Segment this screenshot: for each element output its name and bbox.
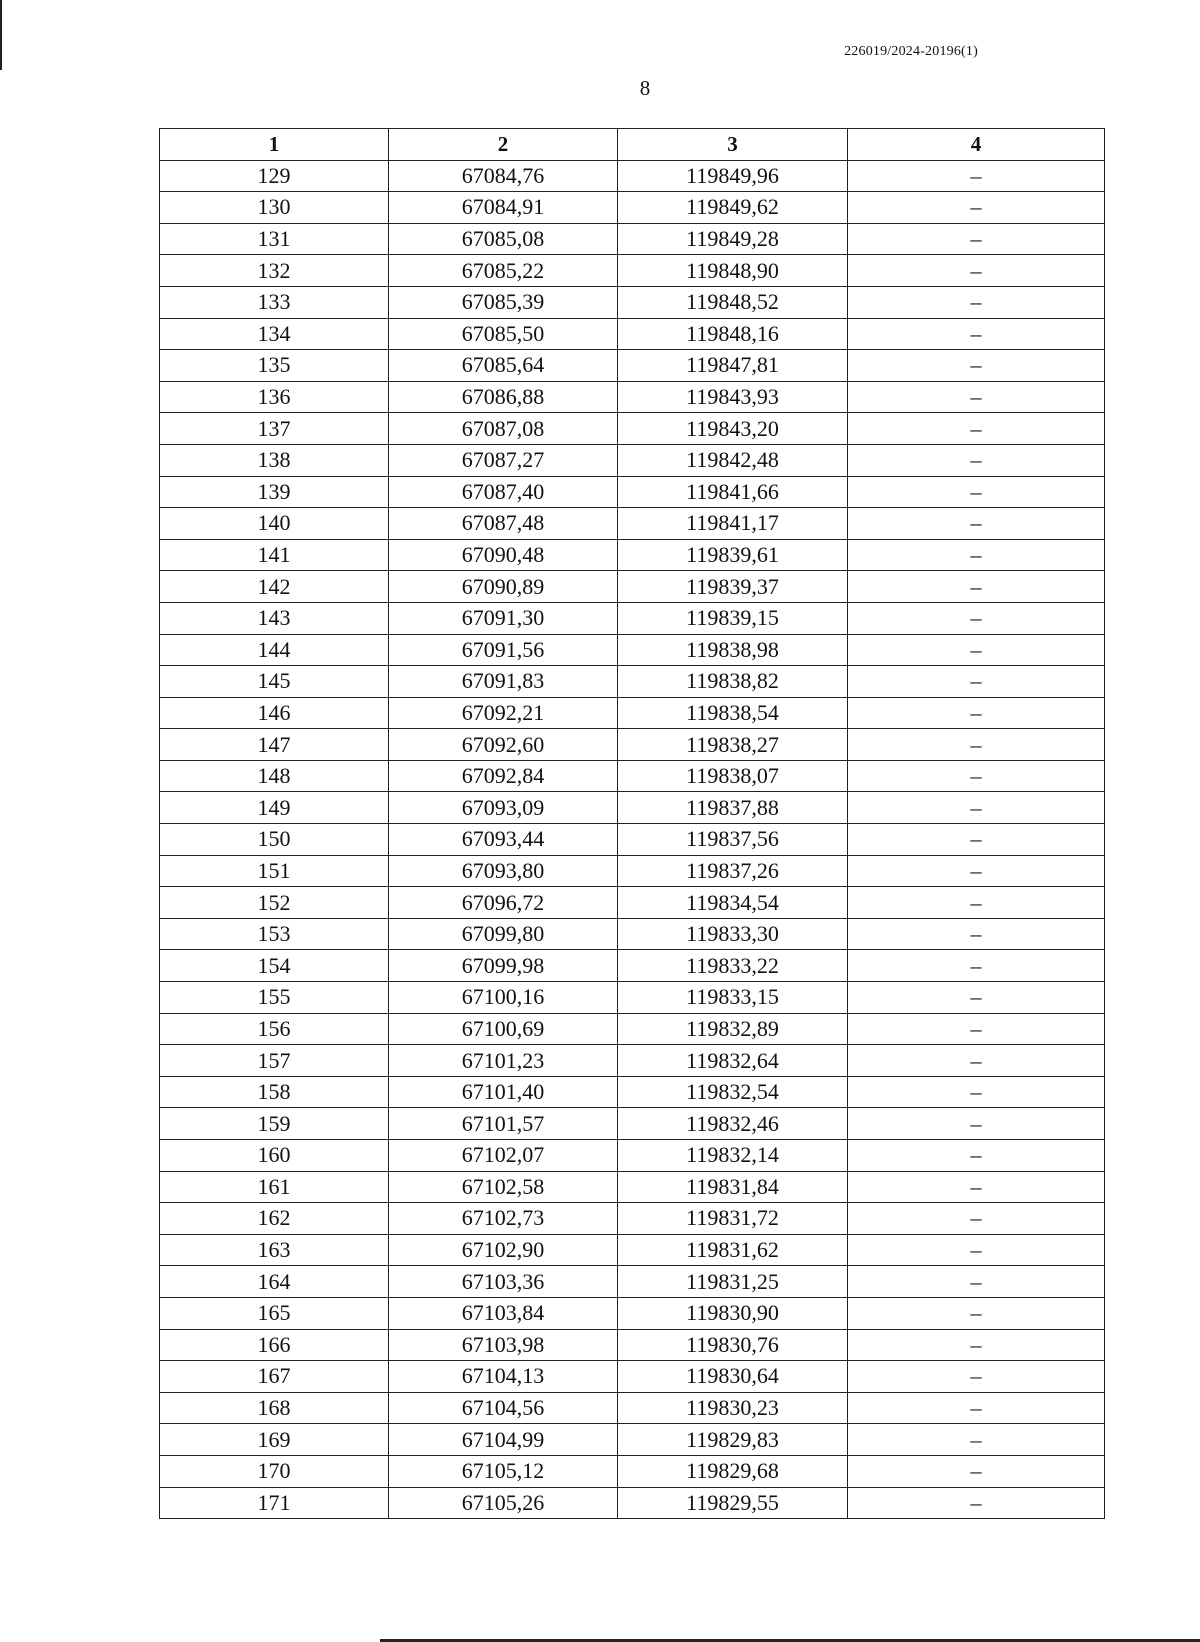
- point-number-cell: 144: [160, 634, 389, 666]
- note-cell: –: [848, 1013, 1105, 1045]
- table-row: [160, 223, 1105, 255]
- note-cell: –: [848, 1487, 1105, 1519]
- note-cell: –: [848, 887, 1105, 919]
- point-number-cell: 157: [160, 1045, 389, 1077]
- point-number-cell: 160: [160, 1140, 389, 1172]
- coordinate-x-cell: 67102,07: [389, 1140, 618, 1172]
- note-cell: –: [848, 476, 1105, 508]
- coordinate-x-cell: 67093,09: [389, 792, 618, 824]
- coordinate-x-cell: 67093,44: [389, 824, 618, 856]
- coordinate-y-cell: 119848,90: [618, 255, 848, 287]
- note-cell: –: [848, 160, 1105, 192]
- coordinate-y-cell: 119831,72: [618, 1203, 848, 1235]
- coordinate-y-cell: 119829,55: [618, 1487, 848, 1519]
- note-cell: –: [848, 1424, 1105, 1456]
- table-row: [160, 982, 1105, 1014]
- note-cell: –: [848, 1329, 1105, 1361]
- coordinate-x-cell: 67087,08: [389, 413, 618, 445]
- coordinate-y-cell: 119833,22: [618, 950, 848, 982]
- coordinate-y-cell: 119830,23: [618, 1392, 848, 1424]
- note-cell: –: [848, 792, 1105, 824]
- header-row: [160, 129, 1105, 161]
- note-cell: –: [848, 1171, 1105, 1203]
- coordinate-y-cell: 119831,84: [618, 1171, 848, 1203]
- note-cell: –: [848, 697, 1105, 729]
- note-cell: –: [848, 255, 1105, 287]
- coordinate-x-cell: 67101,23: [389, 1045, 618, 1077]
- coordinate-x-cell: 67085,08: [389, 223, 618, 255]
- point-number-cell: 138: [160, 444, 389, 476]
- coordinate-x-cell: 67092,21: [389, 697, 618, 729]
- coordinate-y-cell: 119843,93: [618, 381, 848, 413]
- note-cell: –: [848, 1392, 1105, 1424]
- table-body: [160, 160, 1105, 1519]
- coordinate-x-cell: 67085,39: [389, 286, 618, 318]
- coordinate-y-cell: 119838,54: [618, 697, 848, 729]
- coordinate-x-cell: 67102,90: [389, 1234, 618, 1266]
- point-number-cell: 156: [160, 1013, 389, 1045]
- page-number: 8: [639, 76, 651, 100]
- point-number-cell: 129: [160, 160, 389, 192]
- note-cell: –: [848, 1297, 1105, 1329]
- point-number-cell: 171: [160, 1487, 389, 1519]
- point-number-cell: 134: [160, 318, 389, 350]
- point-number-cell: 130: [160, 192, 389, 224]
- coordinate-y-cell: 119833,15: [618, 982, 848, 1014]
- table-row: [160, 697, 1105, 729]
- note-cell: –: [848, 571, 1105, 603]
- coordinate-x-cell: 67104,99: [389, 1424, 618, 1456]
- note-cell: –: [848, 1455, 1105, 1487]
- table-row: [160, 1424, 1105, 1456]
- coordinate-x-cell: 67103,84: [389, 1297, 618, 1329]
- note-cell: –: [848, 223, 1105, 255]
- coordinate-y-cell: 119843,20: [618, 413, 848, 445]
- point-number-cell: 153: [160, 918, 389, 950]
- coordinate-x-cell: 67090,48: [389, 539, 618, 571]
- point-number-cell: 141: [160, 539, 389, 571]
- coordinate-y-cell: 119839,37: [618, 571, 848, 603]
- point-number-cell: 149: [160, 792, 389, 824]
- table-row: [160, 824, 1105, 856]
- coordinate-x-cell: 67087,40: [389, 476, 618, 508]
- table-row: [160, 255, 1105, 287]
- note-cell: –: [848, 350, 1105, 382]
- table-header: [160, 129, 1105, 161]
- table-row: [160, 634, 1105, 666]
- table-row: [160, 1140, 1105, 1172]
- point-number-cell: 131: [160, 223, 389, 255]
- note-cell: –: [848, 286, 1105, 318]
- table-row: [160, 1234, 1105, 1266]
- note-cell: –: [848, 918, 1105, 950]
- coordinate-y-cell: 119830,90: [618, 1297, 848, 1329]
- coordinate-y-cell: 119841,66: [618, 476, 848, 508]
- point-number-cell: 168: [160, 1392, 389, 1424]
- note-cell: –: [848, 1108, 1105, 1140]
- coordinate-x-cell: 67093,80: [389, 855, 618, 887]
- point-number-cell: 136: [160, 381, 389, 413]
- note-cell: –: [848, 539, 1105, 571]
- coordinate-x-cell: 67104,56: [389, 1392, 618, 1424]
- coordinate-x-cell: 67087,48: [389, 508, 618, 540]
- table-row: [160, 918, 1105, 950]
- coordinate-x-cell: 67096,72: [389, 887, 618, 919]
- point-number-cell: 135: [160, 350, 389, 382]
- coordinate-y-cell: 119848,52: [618, 286, 848, 318]
- coordinate-y-cell: 119849,96: [618, 160, 848, 192]
- table-row: [160, 160, 1105, 192]
- coordinate-x-cell: 67091,30: [389, 602, 618, 634]
- coordinate-x-cell: 67085,50: [389, 318, 618, 350]
- note-cell: –: [848, 1076, 1105, 1108]
- table-row: [160, 539, 1105, 571]
- coordinate-y-cell: 119849,62: [618, 192, 848, 224]
- point-number-cell: 133: [160, 286, 389, 318]
- note-cell: –: [848, 666, 1105, 698]
- coordinate-y-cell: 119841,17: [618, 508, 848, 540]
- coordinate-x-cell: 67101,40: [389, 1076, 618, 1108]
- point-number-cell: 143: [160, 602, 389, 634]
- coordinate-y-cell: 119847,81: [618, 350, 848, 382]
- coordinate-y-cell: 119837,88: [618, 792, 848, 824]
- point-number-cell: 167: [160, 1361, 389, 1393]
- point-number-cell: 142: [160, 571, 389, 603]
- note-cell: –: [848, 508, 1105, 540]
- point-number-cell: 137: [160, 413, 389, 445]
- coordinate-y-cell: 119837,56: [618, 824, 848, 856]
- coordinate-y-cell: 119848,16: [618, 318, 848, 350]
- note-cell: –: [848, 1361, 1105, 1393]
- note-cell: –: [848, 1045, 1105, 1077]
- point-number-cell: 151: [160, 855, 389, 887]
- note-cell: –: [848, 824, 1105, 856]
- point-number-cell: 132: [160, 255, 389, 287]
- note-cell: –: [848, 602, 1105, 634]
- point-number-cell: 159: [160, 1108, 389, 1140]
- coordinate-y-cell: 119849,28: [618, 223, 848, 255]
- point-number-cell: 170: [160, 1455, 389, 1487]
- note-cell: –: [848, 1203, 1105, 1235]
- point-number-cell: 163: [160, 1234, 389, 1266]
- coordinate-x-cell: 67103,36: [389, 1266, 618, 1298]
- coordinate-y-cell: 119838,98: [618, 634, 848, 666]
- note-cell: –: [848, 192, 1105, 224]
- column-header-2: 2: [389, 129, 618, 161]
- note-cell: –: [848, 634, 1105, 666]
- column-header-3: 3: [618, 129, 848, 161]
- coordinate-y-cell: 119838,07: [618, 760, 848, 792]
- coordinate-x-cell: 67099,80: [389, 918, 618, 950]
- point-number-cell: 164: [160, 1266, 389, 1298]
- table-row: [160, 508, 1105, 540]
- point-number-cell: 165: [160, 1297, 389, 1329]
- table-row: [160, 855, 1105, 887]
- table-row: [160, 950, 1105, 982]
- coordinate-x-cell: 67087,27: [389, 444, 618, 476]
- coordinate-y-cell: 119831,62: [618, 1234, 848, 1266]
- table-row: [160, 192, 1105, 224]
- point-number-cell: 146: [160, 697, 389, 729]
- table-row: [160, 666, 1105, 698]
- coordinate-x-cell: 67099,98: [389, 950, 618, 982]
- coordinates-table: [159, 128, 1105, 1519]
- table-row: [160, 350, 1105, 382]
- point-number-cell: 139: [160, 476, 389, 508]
- point-number-cell: 166: [160, 1329, 389, 1361]
- table-row: [160, 286, 1105, 318]
- coordinate-x-cell: 67105,12: [389, 1455, 618, 1487]
- table-row: [160, 729, 1105, 761]
- column-header-4: 4: [848, 129, 1105, 161]
- coordinate-x-cell: 67085,22: [389, 255, 618, 287]
- coordinate-y-cell: 119833,30: [618, 918, 848, 950]
- note-cell: –: [848, 444, 1105, 476]
- point-number-cell: 152: [160, 887, 389, 919]
- table-row: [160, 1203, 1105, 1235]
- note-cell: –: [848, 413, 1105, 445]
- table-row: [160, 792, 1105, 824]
- table-row: [160, 1266, 1105, 1298]
- table-row: [160, 1329, 1105, 1361]
- coordinate-y-cell: 119830,76: [618, 1329, 848, 1361]
- table-row: [160, 1013, 1105, 1045]
- coordinate-x-cell: 67084,76: [389, 160, 618, 192]
- coordinate-y-cell: 119832,64: [618, 1045, 848, 1077]
- coordinate-x-cell: 67101,57: [389, 1108, 618, 1140]
- table-row: [160, 381, 1105, 413]
- coordinate-x-cell: 67092,84: [389, 760, 618, 792]
- coordinate-x-cell: 67105,26: [389, 1487, 618, 1519]
- table-row: [160, 413, 1105, 445]
- point-number-cell: 148: [160, 760, 389, 792]
- table-row: [160, 1487, 1105, 1519]
- point-number-cell: 162: [160, 1203, 389, 1235]
- coordinate-x-cell: 67092,60: [389, 729, 618, 761]
- point-number-cell: 147: [160, 729, 389, 761]
- note-cell: –: [848, 1266, 1105, 1298]
- point-number-cell: 158: [160, 1076, 389, 1108]
- table-row: [160, 1297, 1105, 1329]
- note-cell: –: [848, 855, 1105, 887]
- coordinate-x-cell: 67102,73: [389, 1203, 618, 1235]
- note-cell: –: [848, 729, 1105, 761]
- coordinate-x-cell: 67100,16: [389, 982, 618, 1014]
- point-number-cell: 145: [160, 666, 389, 698]
- note-cell: –: [848, 760, 1105, 792]
- coordinate-x-cell: 67085,64: [389, 350, 618, 382]
- point-number-cell: 155: [160, 982, 389, 1014]
- table-row: [160, 1455, 1105, 1487]
- table-row: [160, 444, 1105, 476]
- coordinate-x-cell: 67091,83: [389, 666, 618, 698]
- coordinate-x-cell: 67091,56: [389, 634, 618, 666]
- coordinate-x-cell: 67086,88: [389, 381, 618, 413]
- coordinate-y-cell: 119830,64: [618, 1361, 848, 1393]
- column-header-1: 1: [160, 129, 389, 161]
- coordinate-y-cell: 119832,46: [618, 1108, 848, 1140]
- point-number-cell: 150: [160, 824, 389, 856]
- point-number-cell: 140: [160, 508, 389, 540]
- table-row: [160, 760, 1105, 792]
- coordinate-x-cell: 67102,58: [389, 1171, 618, 1203]
- coordinate-x-cell: 67090,89: [389, 571, 618, 603]
- coordinate-y-cell: 119842,48: [618, 444, 848, 476]
- coordinate-y-cell: 119839,61: [618, 539, 848, 571]
- coordinate-x-cell: 67104,13: [389, 1361, 618, 1393]
- note-cell: –: [848, 1140, 1105, 1172]
- scan-edge-mark: [0, 0, 2, 70]
- table-row: [160, 1171, 1105, 1203]
- coordinate-y-cell: 119832,54: [618, 1076, 848, 1108]
- coordinate-y-cell: 119832,14: [618, 1140, 848, 1172]
- table-row: [160, 1045, 1105, 1077]
- coordinate-y-cell: 119834,54: [618, 887, 848, 919]
- table-row: [160, 1076, 1105, 1108]
- note-cell: –: [848, 318, 1105, 350]
- point-number-cell: 161: [160, 1171, 389, 1203]
- coordinate-y-cell: 119831,25: [618, 1266, 848, 1298]
- point-number-cell: 154: [160, 950, 389, 982]
- table-row: [160, 1361, 1105, 1393]
- coordinate-y-cell: 119839,15: [618, 602, 848, 634]
- coordinate-x-cell: 67084,91: [389, 192, 618, 224]
- note-cell: –: [848, 982, 1105, 1014]
- table-row: [160, 602, 1105, 634]
- note-cell: –: [848, 381, 1105, 413]
- coordinate-y-cell: 119829,83: [618, 1424, 848, 1456]
- note-cell: –: [848, 950, 1105, 982]
- table-row: [160, 1108, 1105, 1140]
- coordinate-y-cell: 119838,27: [618, 729, 848, 761]
- table-row: [160, 476, 1105, 508]
- coordinate-y-cell: 119832,89: [618, 1013, 848, 1045]
- coordinate-y-cell: 119837,26: [618, 855, 848, 887]
- table-row: [160, 1392, 1105, 1424]
- document-reference: 226019/2024-20196(1): [844, 44, 978, 59]
- coordinate-x-cell: 67100,69: [389, 1013, 618, 1045]
- note-cell: –: [848, 1234, 1105, 1266]
- table-row: [160, 887, 1105, 919]
- coordinate-y-cell: 119838,82: [618, 666, 848, 698]
- table-row: [160, 318, 1105, 350]
- coordinate-x-cell: 67103,98: [389, 1329, 618, 1361]
- point-number-cell: 169: [160, 1424, 389, 1456]
- table-row: [160, 571, 1105, 603]
- coordinate-y-cell: 119829,68: [618, 1455, 848, 1487]
